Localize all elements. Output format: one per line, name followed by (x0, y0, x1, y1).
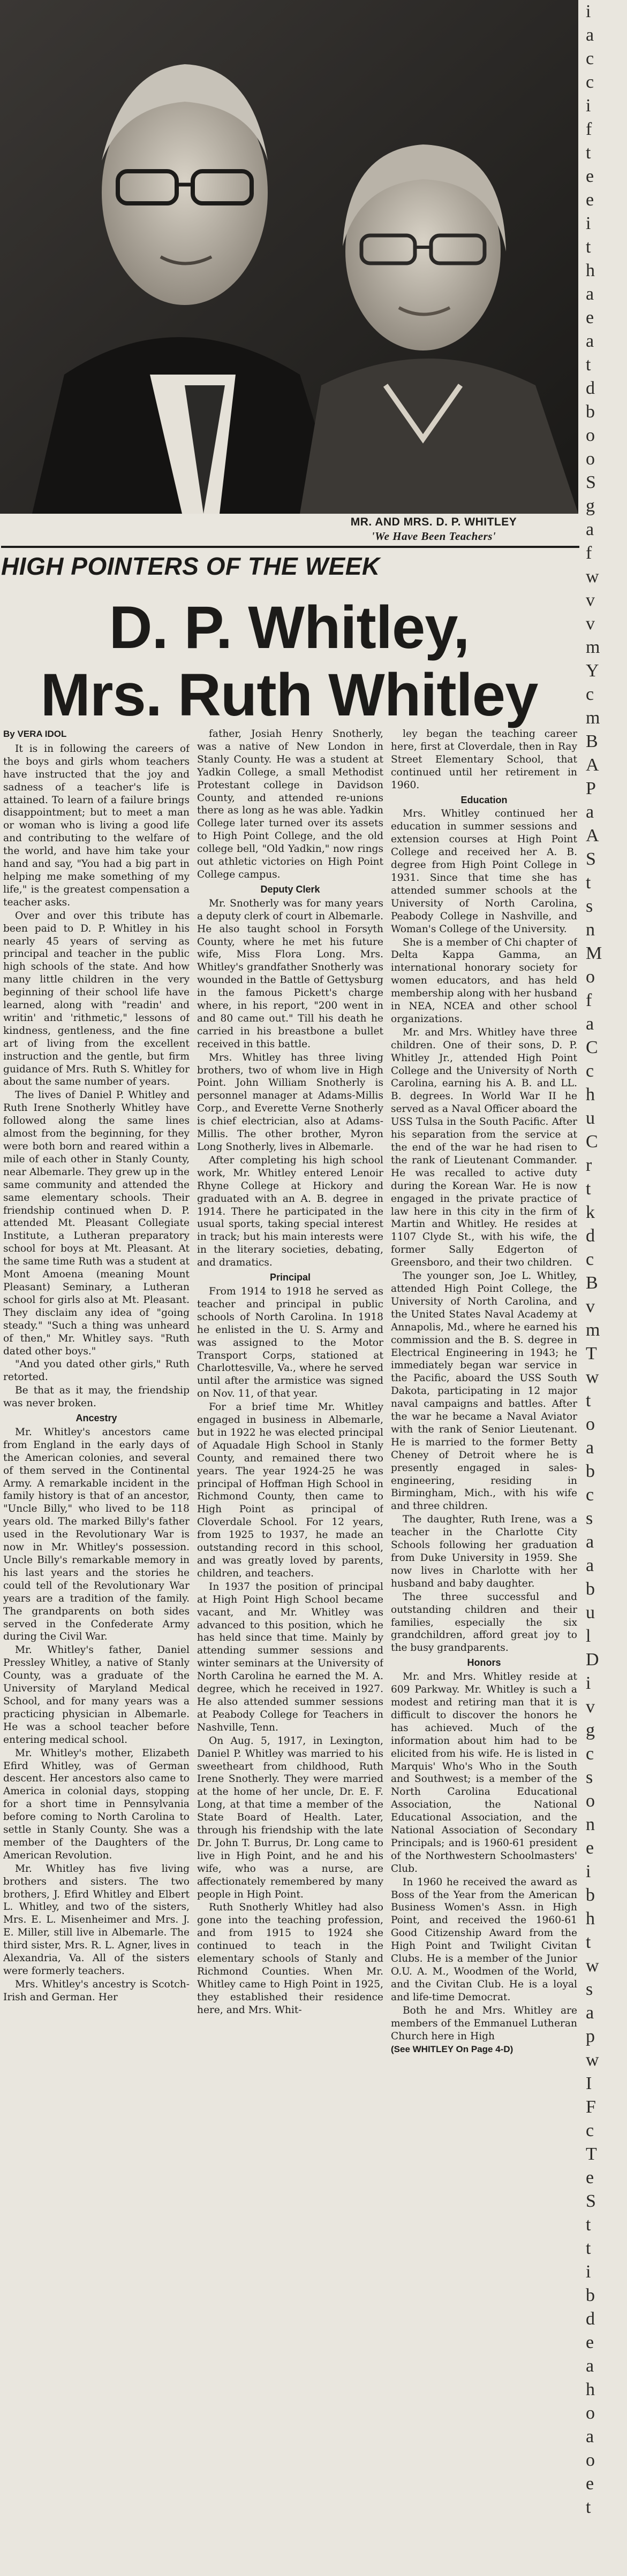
fragment-letter: d (586, 1226, 595, 1246)
article-body (3, 728, 578, 2569)
fragment-letter: g (586, 496, 595, 516)
fragment-letter: o (586, 2450, 595, 2470)
article-paragraph: "And you dated other girls," Ruth retorted. (3, 1359, 190, 1383)
article-paragraph: Mr. Whitley's father, Daniel Pressley Whitley, a native of Stanly County, was a graduate of the University of Maryland Medical School, and for many years was a practicing physician in Albemarle. He was a school teacher before entering medical school. (3, 1644, 190, 1746)
fragment-letter: t (586, 237, 591, 257)
fragment-letter: i (586, 2262, 591, 2282)
fragment-letter: t (586, 143, 591, 163)
fragment-letter: b (586, 402, 595, 422)
article-paragraph: On Aug. 5, 1917, in Lexington, Daniel P. Whitley was married to his sweetheart from childhood, Ruth Irene Snotherly. They were married at the home of her uncle, Dr. E. F. Long, at that time a member of the State Board of Health. Later, through his friendship with the late Dr. John T. Burrus, Dr. Long came to live in High Point, and he and his wife, who was a nurse, are affectionately remembered by many people in High Point. (197, 1735, 383, 1900)
headline-line-2: Mrs. Ruth Whitley (40, 661, 538, 728)
fragment-letter: c (586, 684, 594, 704)
fragment-letter: b (586, 1885, 595, 1905)
fragment-letter: o (586, 449, 595, 469)
fragment-letter: D (586, 1650, 599, 1670)
fragment-letter: f (586, 119, 592, 139)
section-subhead: Honors (467, 1657, 501, 1668)
article-paragraph: After completing his high school work, Mr. Whitley entered Lenoir Rhyne College at Hickory and graduated with an A. B. degree in 1914. There he participated in the usual sports, taking special interest in track; but his main interests were in the literary societies, debating, and dramatics. (197, 1154, 383, 1269)
fragment-letter: l (586, 1626, 591, 1646)
section-heading: HIGH POINTERS OF THE WEEK (1, 546, 579, 581)
article-paragraph: Mr. Whitley's mother, Elizabeth Efird Whitley, was of German descent. Her ancestors also came to America in colonial days, stopping for a short time in Pennsylvania before coming to North Carolina to settle in Stanly County. She was a member of the Daughters of the American Revolution. (3, 1747, 190, 1861)
article-column-3 (391, 728, 577, 2569)
fragment-letter: P (586, 779, 596, 798)
fragment-letter: v (586, 1297, 595, 1316)
fragment-letter: A (586, 826, 599, 845)
fragment-letter: o (586, 425, 595, 445)
article-paragraph: Mrs. Whitley's ancestry is Scotch-Irish and German. Her (3, 1978, 190, 2003)
fragment-letter: v (586, 590, 595, 610)
fragment-letter: o (586, 1791, 595, 1811)
section-subhead: Principal (269, 1272, 311, 1283)
fragment-letter: w (586, 2050, 599, 2070)
byline: By VERA IDOL (3, 729, 67, 739)
fragment-letter: e (586, 2474, 594, 2494)
fragment-letter: e (586, 166, 594, 186)
fragment-letter: i (586, 214, 591, 233)
fragment-letter: e (586, 308, 594, 327)
fragment-letter: c (586, 1249, 594, 1269)
fragment-letter: I (586, 2074, 592, 2093)
fragment-letter: w (586, 1367, 599, 1387)
fragment-letter: a (586, 1556, 594, 1575)
article-paragraph: Both he and Mrs. Whitley are members of the Emmanuel Lutheran Church here in High (391, 2005, 577, 2042)
fragment-letter: t (586, 873, 591, 893)
fragment-letter: B (586, 1273, 598, 1293)
fragment-letter: u (586, 1603, 595, 1622)
article-column-1 (3, 728, 190, 2569)
fragment-letter: a (586, 284, 594, 304)
portrait-photo-icon (0, 0, 578, 514)
adjacent-column-fragment (586, 0, 627, 2576)
article-paragraph: In 1960 he received the award as Boss of the Year from the American Business Women's Assn. in High Point, and received the 1960-61 Good Citizenship Award from the High Point and Twilight Civitan Clubs. He is a member of the Junior O.U. A. M., Woodmen of the World, and the Civitan Club. He is a loyal and life-time Democrat. (391, 1876, 577, 2003)
fragment-letter: s (586, 1508, 593, 1528)
fragment-letter: e (586, 2168, 594, 2188)
fragment-letter: a (586, 331, 594, 351)
fragment-letter: k (586, 1202, 595, 1222)
fragment-letter: A (586, 755, 599, 775)
fragment-letter: v (586, 1697, 595, 1717)
fragment-letter: s (586, 896, 593, 916)
fragment-letter: b (586, 2285, 595, 2305)
fragment-letter: C (586, 1132, 598, 1152)
fragment-letter: m (586, 708, 600, 728)
article-paragraph: Mr. Snotherly was for many years a deputy clerk of court in Albemarle. He also taught school in Forsyth County, where he met his future wife, Miss Flora Long. Mrs. Whitley's grandfather Snotherly was wounded in the Battle of Gettysburg in the famous Pickett's charge where, in his report, "200 went in and 80 came out." Till his death he carried in his breastbone a bullet received in this battle. (197, 897, 383, 1050)
portrait-photo (0, 0, 578, 514)
fragment-letter: p (586, 2026, 595, 2046)
fragment-letter: t (586, 355, 591, 375)
fragment-letter: u (586, 1108, 595, 1128)
fragment-letter: n (586, 1815, 595, 1834)
article-column-2 (197, 728, 383, 2569)
fragment-letter: h (586, 2380, 595, 2399)
fragment-letter: c (586, 1744, 594, 1764)
fragment-letter: g (586, 1720, 595, 1740)
fragment-letter: t (586, 2238, 591, 2258)
fragment-letter: Y (586, 661, 599, 681)
fragment-letter: c (586, 49, 594, 68)
article-paragraph: In 1937 the position of principal at High Point High School became vacant, and Mr. Whitley was advanced to this position, which he has held since that time. Mainly by attending summer sessions and winter seminars at the University of North Carolina he earned the M. A. degree, which he received in 1927. He also attended summer sessions at Peabody College for Teachers in Nashville, Tenn. (197, 1581, 383, 1733)
fragment-letter: S (586, 2191, 596, 2211)
fragment-letter: m (586, 1320, 600, 1340)
fragment-letter: v (586, 614, 595, 634)
article-paragraph: The daughter, Ruth Irene, was a teacher in the Charlotte City Schools following her graduation from Duke University in 1959. She now lives in Charlotte with her husband and baby daughter. (391, 1514, 577, 1589)
article-paragraph: Over and over this tribute has been paid to D. P. Whitley in his nearly 45 years of serving as principal and teacher in the public high schools of the state. And how many little children in the very beginning of their school life have learned, along with "readin' and writin' and 'rithmetic," lessons of kindness, gentleness, and the fine art of living from the excellent instruction and the gentle, but firm guidance of Mrs. Ruth S. Whitley for about the same number of years. (3, 910, 190, 1088)
article-paragraph: It is in following the careers of the boys and girls whom teachers have instructed that the joy and sadness of a teacher's life is attained. To learn of a failure brings disappointment; but to meet a man or woman who is living a good life and contributing to the welfare of the world, and have him take your hand and say, "You had a big part in helping me make something of my life," is the greatest compensation a teacher asks. (3, 743, 190, 908)
article-paragraph: Ruth Snotherly Whitley had also gone into the teaching profession, and from 1915 to 1924 she continued to teach in the elementary schools of Stanly and Richmond Counties. When Mr. Whitley came to High Point in 1925, they established their residence here, and Mrs. Whit- (197, 1902, 383, 2016)
fragment-letter: n (586, 920, 595, 940)
article-headline (0, 594, 578, 729)
fragment-letter: m (586, 637, 600, 657)
caption-quote: 'We Have Been Teachers' (371, 530, 496, 543)
caption-names: MR. AND MRS. D. P. WHITLEY (350, 516, 517, 528)
fragment-letter: e (586, 2333, 594, 2352)
fragment-letter: i (586, 2, 591, 21)
fragment-letter: h (586, 261, 595, 280)
fragment-letter: a (586, 2427, 594, 2447)
fragment-letter: M (586, 943, 602, 963)
section-subhead: Education (460, 794, 508, 805)
fragment-letter: h (586, 1085, 595, 1104)
article-paragraph: Mr. and Mrs. Whitley reside at 609 Parkway. Mr. Whitley is such a modest and retiring man that it is difficult to discover the honors he has achieved. Much of the information about him had to be elicited from his wife. He is listed in Marquis' Who's Who in the South and Southwest; is a member of the North Carolina Educational Association, the National Educational Association, and the National Association of Secondary Principals; and is 1960-61 president of the Northwestern Schoolmasters' Club. (391, 1671, 577, 1874)
fragment-letter: a (586, 2003, 594, 2023)
fragment-letter: t (586, 1391, 591, 1411)
fragment-letter: e (586, 190, 594, 210)
fragment-letter: d (586, 2309, 595, 2329)
fragment-letter: C (586, 1038, 598, 1057)
fragment-letter: c (586, 2121, 594, 2140)
article-paragraph: She is a member of Chi chapter of Delta Kappa Gamma, an international honorary society for women educators, and has held membership along with her husband in NEA, NCEA and other school organizations. (391, 936, 577, 1025)
section-subhead: Ancestry (75, 1413, 117, 1424)
article-paragraph: The lives of Daniel P. Whitley and Ruth Irene Snotherly Whitley have followed along the same lines almost from the beginning, for they were both born and reared within a mile of each other in Stanly County, near Albemarle. They grew up in the same community and attended the same elementary schools. Their friendship continued when D. P. attended Mt. Pleasant Collegiate Institute, a Lutheran preparatory school for boys at Mt. Pleasant. At the same time Ruth was a student at Mont Amoena (meaning Mount Pleasant) Seminary, a Lutheran school for girls also at Mt. Pleasant. They disclaim any idea of "going steady." "Such a thing was unheard of then," Mr. Whitley says. "Ruth dated other boys." (3, 1089, 190, 1357)
fragment-letter: t (586, 1179, 591, 1199)
fragment-letter: a (586, 802, 594, 822)
article-paragraph: The younger son, Joe L. Whitley, attended High Point College, the University of North Carolina, and the United States Naval Academy at Annapolis, Md., where he earned his commission and the B. S. degree in Electrical Engineering in 1943; he immediately began war service in the Pacific, aboard the USS South Dakota, participating in 12 major naval campaigns and battles. After the war he became a Naval Aviator with the rank of Senior Lieutenant. He is married to the former Betty Cheney of Detroit where he is presently engaged in sales-engineering, residing in Birmingham, Mich., with his wife and three children. (391, 1270, 577, 1512)
fragment-letter: a (586, 1014, 594, 1034)
fragment-letter: B (586, 731, 598, 751)
fragment-letter: i (586, 1862, 591, 1881)
headline-line-1: D. P. Whitley, (109, 594, 470, 661)
fragment-letter: o (586, 967, 595, 987)
article-paragraph: Mr. Whitley's ancestors came from England in the early days of the American colonies, and several of them served in the Continental Army. A remarkable incident in the family history is that of an ancestor, "Uncle Billy," who lived to be 118 years old. The marked Billy's father used in the Revolutionary War is now in Mr. Whitley's possession. Uncle Billy's remarkable memory in his last years and the stories he could tell of the Revolutionary War years are a tradition of the family. The grandparents on both sides served in the Confederate Army during the Civil War. (3, 1426, 190, 1643)
fragment-letter: t (586, 1932, 591, 1952)
fragment-letter: s (586, 1979, 593, 1999)
fragment-letter: e (586, 1838, 594, 1858)
fragment-letter: i (586, 96, 591, 116)
fragment-letter: f (586, 543, 592, 563)
article-paragraph: Be that as it may, the friendship was never broken. (3, 1385, 190, 1409)
fragment-letter: F (586, 2097, 596, 2117)
photo-caption (289, 515, 578, 544)
fragment-letter: o (586, 2403, 595, 2423)
article-paragraph: father, Josiah Henry Snotherly, was a native of New London in Stanly County. He was a student at Yadkin College, a small Methodist Protestant college in Davidson County, and attended re-unions there as long as he was able. Yadkin College later turned over its assets to High Point College, and the old college bell, "Old Yadkin," now rings out athletic victories on High Point College campus. (197, 728, 383, 880)
fragment-letter: T (586, 2144, 597, 2164)
article-paragraph: The three successful and outstanding children and their families, especially the six grandchildren, afford great joy to the busy grandparents. (391, 1591, 577, 1654)
fragment-letter: d (586, 378, 595, 398)
fragment-letter: t (586, 2497, 591, 2517)
fragment-letter: c (586, 72, 594, 92)
article-paragraph: ley began the teaching career here, first at Cloverdale, then in Ray Street Elementary School, that continued until her retirement in 1960. (391, 728, 577, 791)
fragment-letter: a (586, 1438, 594, 1458)
fragment-letter: S (586, 849, 596, 869)
fragment-letter: T (586, 1344, 597, 1363)
fragment-letter: w (586, 1956, 599, 1976)
fragment-letter: a (586, 520, 594, 539)
fragment-letter: c (586, 1061, 594, 1081)
fragment-letter: t (586, 2215, 591, 2235)
continuation-note: (See WHITLEY On Page 4-D) (391, 2044, 513, 2055)
fragment-letter: s (586, 1767, 593, 1787)
article-paragraph: Mr. Whitley has five living brothers and sisters. The two brothers, J. Efird Whitley and Elbert L. Whitley, and two of the sisters, Mrs. E. L. Misenheimer and Mrs. J. E. Miller, still live in Albemarle. The third sister, Mrs. R. L. Agner, lives in Alexandria, Va. All of the sisters were formerly teachers. (3, 1863, 190, 1977)
fragment-letter: i (586, 1673, 591, 1693)
article-paragraph: Mr. and Mrs. Whitley have three children. One of their sons, D. P. Whitley Jr., attended High Point College and the University of North Carolina, earning his A. B. and LL. B. degrees. In World War II he served as a Naval Officer aboard the USS Tulsa in the South Pacific. After his separation from the service at the end of the war he had risen to the rank of Lieutenant Commander. He was recalled to active duty during the Korean War. He is now engaged in the private practice of law here in this city in the firm of Martin and Whitley. He resides at 1107 Clyde St., with his wife, the former Sally Edgerton of Greensboro, and their two children. (391, 1026, 577, 1269)
article-paragraph: Mrs. Whitley has three living brothers, two of whom live in High Point. John William Snotherly is personnel manager at Adams-Millis Corp., and Everette Verne Snotherly is chief electrician, also at Adams-Millis. The other brother, Myron Long Snotherly, lives in Albemarle. (197, 1051, 383, 1153)
fragment-letter: a (586, 25, 594, 45)
fragment-letter: c (586, 1485, 594, 1505)
fragment-letter: f (586, 990, 592, 1010)
article-paragraph: For a brief time Mr. Whitley engaged in business in Albemarle, but in 1922 he was elected principal of Aquadale High School in Stanly County, and remained there two years. The year 1924-25 he was principal of Hoffman High School in Richmond County, then came to High Point as principal of Cloverdale School. For 12 years, from 1925 to 1937, he made an outstanding record in this school, and was greatly loved by parents, children, and teachers. (197, 1401, 383, 1579)
fragment-letter: o (586, 1414, 595, 1434)
article-paragraph: Mrs. Whitley continued her education in summer sessions and extension courses at High Point College and received her A. B. degree from High Point College in 1931. Since that time she has attended summer schools at the University of North Carolina, Peabody College in Nashville, and Woman's College of the University. (391, 808, 577, 935)
fragment-letter: h (586, 1909, 595, 1929)
fragment-letter: w (586, 567, 599, 586)
fragment-letter: S (586, 472, 596, 492)
fragment-letter: b (586, 1579, 595, 1599)
article-paragraph: From 1914 to 1918 he served as teacher and principal in public schools of North Carolina. In 1918 he enlisted in the U. S. Army and was assigned to the Motor Transport Corps, stationed at Charlottesville, Va., where he served until after the armistice was signed on Nov. 11, of that year. (197, 1285, 383, 1400)
fragment-letter: r (586, 1155, 592, 1175)
fragment-letter: b (586, 1461, 595, 1481)
fragment-letter: a (586, 2356, 594, 2376)
fragment-letter: a (586, 1532, 594, 1552)
section-subhead: Deputy Clerk (260, 883, 320, 895)
